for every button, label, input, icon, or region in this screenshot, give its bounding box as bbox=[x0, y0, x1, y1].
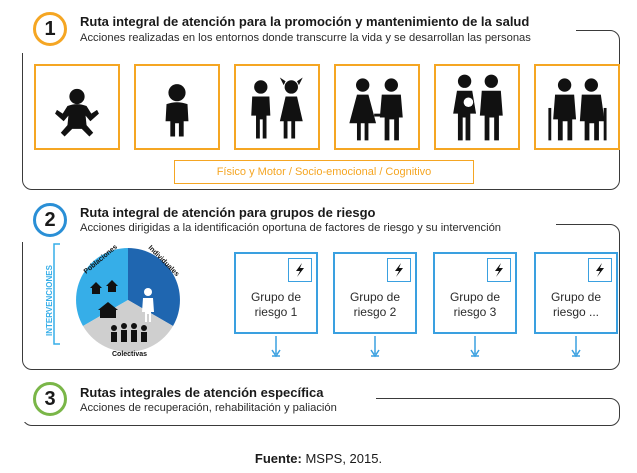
lightning-icon bbox=[288, 258, 312, 282]
risk-group-card-n bbox=[534, 252, 618, 334]
risk-group-card-3 bbox=[433, 252, 517, 334]
life-stage-adults bbox=[434, 64, 520, 150]
section2-subtitle: Acciones dirigidas a la identificación oportuna de factores de riesgo y su intervención bbox=[80, 222, 502, 234]
life-stage-child bbox=[134, 64, 220, 150]
risk-group-label: Grupo de riesgo ... bbox=[550, 290, 602, 319]
life-stage-adolescents bbox=[234, 64, 320, 150]
life-stage-elderly bbox=[534, 64, 620, 150]
source-label: Fuente: bbox=[254, 451, 302, 466]
down-arrow-icon bbox=[470, 336, 480, 358]
segment-label-colectivas: Colectivas bbox=[112, 351, 148, 358]
life-stage-young-adults bbox=[334, 64, 420, 150]
interventions-side-label: INTERVENCIONES bbox=[45, 265, 54, 336]
risk-group-label: Grupo de riesgo 2 bbox=[349, 290, 401, 319]
risk-group-label: Grupo de riesgo 1 bbox=[250, 290, 302, 319]
development-dimensions-bar: Físico y Motor / Socio-emocional / Cognitivo bbox=[174, 160, 474, 184]
infant-icon bbox=[36, 66, 118, 148]
section1-subtitle: Acciones realizadas en los entornos donde transcurre la vida y se desarrollan las personas bbox=[80, 32, 531, 44]
section3-title: Rutas integrales de atención específica bbox=[80, 385, 324, 400]
segment-label-individuales: Individuales bbox=[146, 244, 181, 279]
section1-title: Ruta integral de atención para la promoción y mantenimiento de la salud bbox=[80, 14, 530, 29]
child-icon bbox=[136, 66, 218, 148]
lightning-icon bbox=[487, 258, 511, 282]
section3-number: 3 bbox=[33, 382, 67, 416]
lightning-icon bbox=[387, 258, 411, 282]
segment-label-poblaciones: Poblaciones bbox=[82, 243, 119, 276]
risk-group-card-2 bbox=[333, 252, 417, 334]
down-arrow-icon bbox=[571, 336, 581, 358]
down-arrow-icon bbox=[271, 336, 281, 358]
lightning-icon bbox=[588, 258, 612, 282]
section2-title: Ruta integral de atención para grupos de riesgo bbox=[80, 205, 376, 220]
elderly-couple-icon bbox=[536, 66, 618, 148]
source-caption bbox=[0, 451, 637, 466]
interventions-diagram bbox=[38, 236, 198, 358]
life-stage-infant bbox=[34, 64, 120, 150]
parents-with-baby-icon bbox=[436, 66, 518, 148]
down-arrow-icon bbox=[370, 336, 380, 358]
section1-number: 1 bbox=[33, 12, 67, 46]
section3-subtitle: Acciones de recuperación, rehabilitación y paliación bbox=[80, 402, 337, 414]
risk-group-card-1 bbox=[234, 252, 318, 334]
adolescents-icon bbox=[236, 66, 318, 148]
source-text: MSPS, 2015. bbox=[301, 451, 383, 466]
risk-group-label: Grupo de riesgo 3 bbox=[449, 290, 501, 319]
young-adults-icon bbox=[336, 66, 418, 148]
section2-number: 2 bbox=[33, 203, 67, 237]
